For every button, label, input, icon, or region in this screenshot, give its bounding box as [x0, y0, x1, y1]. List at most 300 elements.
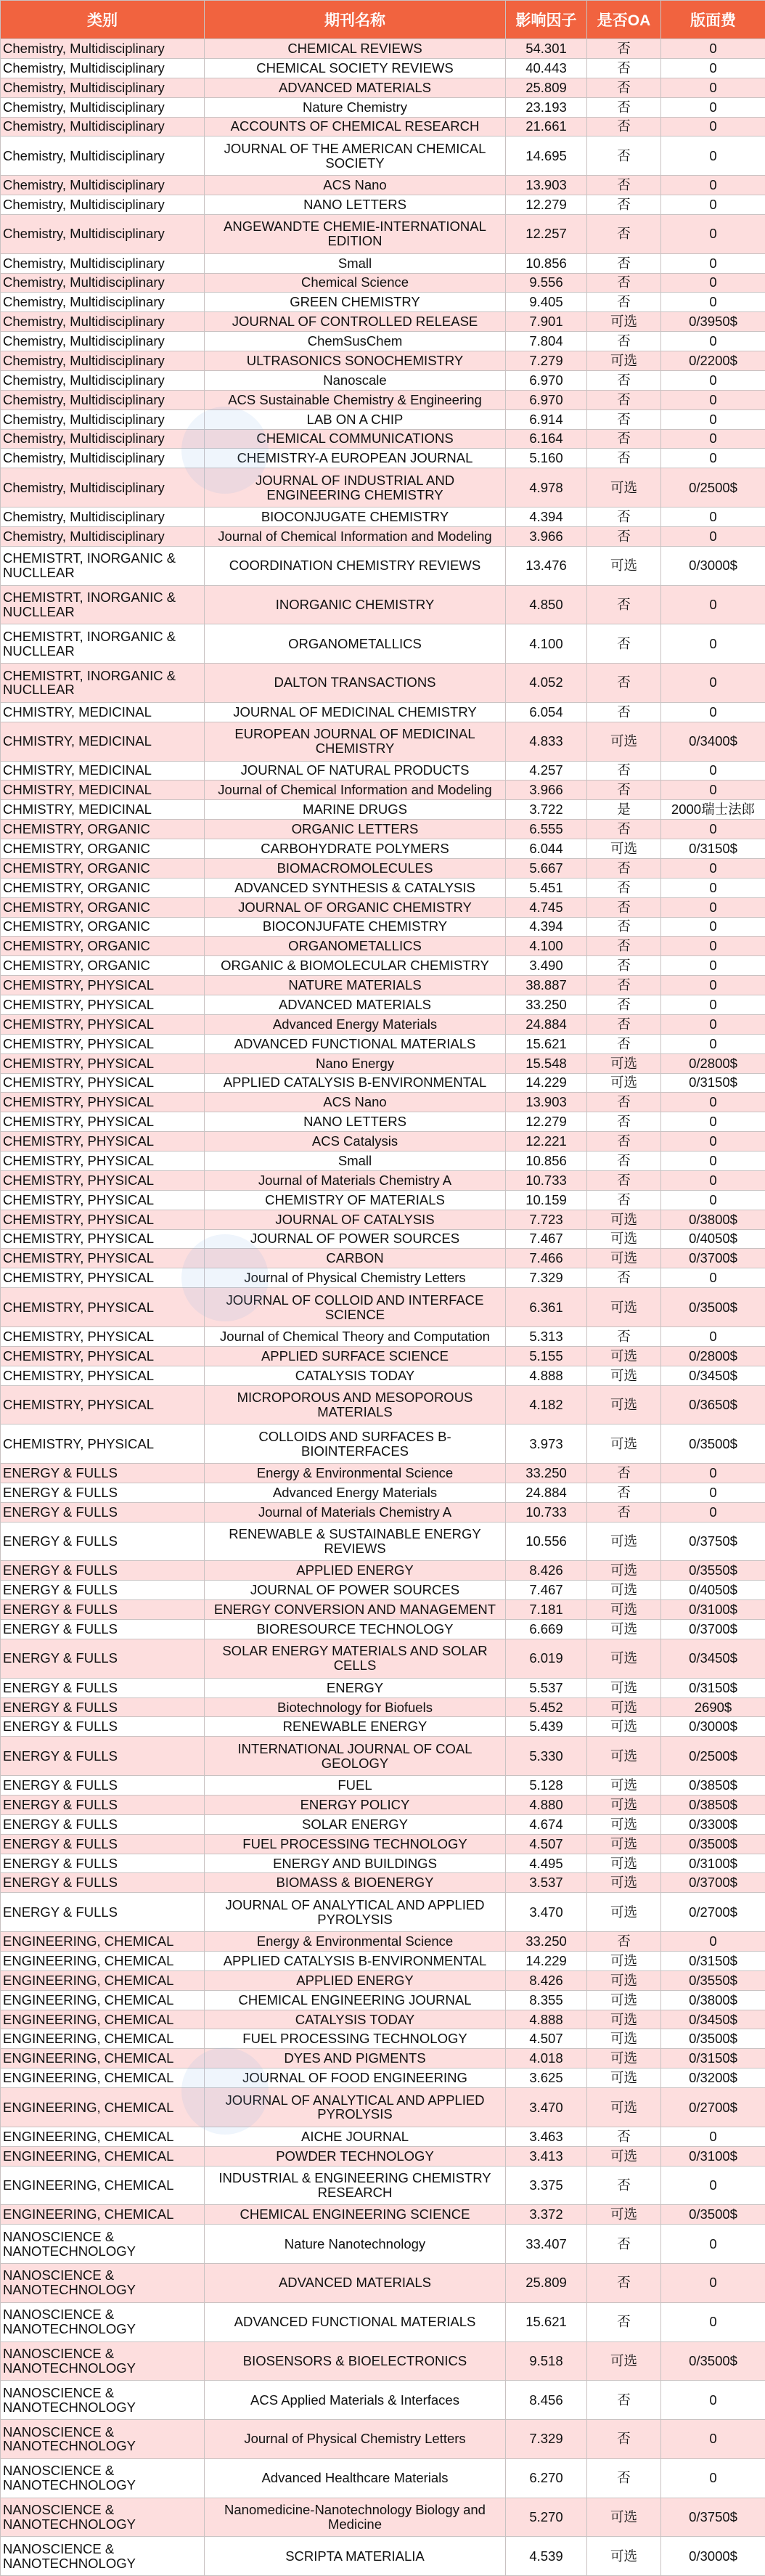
- cell-page-fee: 0/3500$: [661, 2029, 765, 2049]
- cell-page-fee: 0/2200$: [661, 351, 765, 371]
- cell-open-access: 否: [587, 370, 661, 390]
- cell-impact-factor: 12.279: [506, 1112, 587, 1132]
- cell-open-access: 否: [587, 2166, 661, 2205]
- cell-page-fee: 0/3150$: [661, 2049, 765, 2068]
- cell-journal-name: CATALYSIS TODAY: [205, 2010, 506, 2029]
- cell-open-access: 否: [587, 976, 661, 995]
- table-row: [1, 293, 765, 312]
- table-row: [1, 1034, 765, 1053]
- cell-open-access: 可选: [587, 1249, 661, 1268]
- cell-open-access: 否: [587, 2420, 661, 2459]
- cell-journal-name: Journal of Chemical Theory and Computation: [205, 1326, 506, 1346]
- cell-journal-name: CHEMISTRY-A EUROPEAN JOURNAL: [205, 449, 506, 468]
- cell-category: CHMISTRY, MEDICINAL: [1, 722, 205, 761]
- cell-page-fee: 0: [661, 2264, 765, 2303]
- cell-category: ENERGY & FULLS: [1, 1697, 205, 1717]
- cell-page-fee: 0: [661, 1034, 765, 1053]
- cell-category: CHEMISTRY, PHYSICAL: [1, 1268, 205, 1288]
- cell-category: ENERGY & FULLS: [1, 1581, 205, 1600]
- cell-impact-factor: 4.674: [506, 1814, 587, 1834]
- cell-page-fee: 0/3850$: [661, 1795, 765, 1814]
- cell-impact-factor: 3.413: [506, 2146, 587, 2166]
- cell-page-fee: 0: [661, 409, 765, 429]
- cell-category: Chemistry, Multidisciplinary: [1, 136, 205, 176]
- table-row: [1, 1970, 765, 1990]
- cell-page-fee: 0: [661, 1152, 765, 1171]
- cell-impact-factor: 10.856: [506, 253, 587, 273]
- cell-category: CHEMISTRY, PHYSICAL: [1, 1346, 205, 1366]
- cell-open-access: 否: [587, 2264, 661, 2303]
- table-row: [1, 1268, 765, 1288]
- cell-category: Chemistry, Multidisciplinary: [1, 293, 205, 312]
- cell-open-access: 否: [587, 1268, 661, 1288]
- cell-impact-factor: 4.394: [506, 917, 587, 937]
- cell-open-access: 可选: [587, 1737, 661, 1776]
- cell-impact-factor: 4.257: [506, 761, 587, 780]
- cell-impact-factor: 4.507: [506, 2029, 587, 2049]
- cell-page-fee: 0: [661, 429, 765, 449]
- cell-impact-factor: 5.330: [506, 1737, 587, 1776]
- cell-impact-factor: 3.625: [506, 2068, 587, 2088]
- cell-journal-name: Advanced Energy Materials: [205, 1014, 506, 1034]
- cell-page-fee: 0: [661, 508, 765, 527]
- cell-page-fee: 0: [661, 1014, 765, 1034]
- cell-open-access: 否: [587, 176, 661, 195]
- cell-impact-factor: 3.375: [506, 2166, 587, 2205]
- cell-journal-name: CARBON: [205, 1249, 506, 1268]
- cell-impact-factor: 5.270: [506, 2498, 587, 2537]
- cell-open-access: 可选: [587, 1873, 661, 1893]
- table-row: [1, 370, 765, 390]
- cell-category: CHEMISTRY, PHYSICAL: [1, 1366, 205, 1385]
- cell-category: NANOSCIENCE & NANOTECHNOLOGY: [1, 2225, 205, 2264]
- table-row: [1, 1132, 765, 1152]
- table-row: [1, 956, 765, 976]
- cell-page-fee: 0: [661, 332, 765, 351]
- cell-page-fee: 0: [661, 1326, 765, 1346]
- cell-page-fee: 0/3150$: [661, 1073, 765, 1093]
- table-row: [1, 1717, 765, 1737]
- cell-journal-name: MICROPOROUS AND MESOPOROUS MATERIALS: [205, 1385, 506, 1424]
- cell-journal-name: INTERNATIONAL JOURNAL OF COAL GEOLOGY: [205, 1737, 506, 1776]
- cell-category: CHEMISTRY, PHYSICAL: [1, 995, 205, 1015]
- table-row: [1, 780, 765, 800]
- cell-journal-name: ORGANOMETALLICS: [205, 624, 506, 664]
- table-row: [1, 820, 765, 839]
- table-row: [1, 839, 765, 859]
- table-row: [1, 526, 765, 546]
- cell-page-fee: 0: [661, 1268, 765, 1288]
- table-row: [1, 917, 765, 937]
- cell-open-access: 可选: [587, 2049, 661, 2068]
- cell-category: Chemistry, Multidisciplinary: [1, 176, 205, 195]
- cell-page-fee: 0/3550$: [661, 1561, 765, 1581]
- cell-journal-name: ACS Sustainable Chemistry & Engineering: [205, 390, 506, 409]
- cell-journal-name: ORGANIC & BIOMOLECULAR CHEMISTRY: [205, 956, 506, 976]
- cell-page-fee: 0/3100$: [661, 1854, 765, 1873]
- cell-journal-name: POWDER TECHNOLOGY: [205, 2146, 506, 2166]
- cell-open-access: 否: [587, 97, 661, 117]
- cell-journal-name: APPLIED SURFACE SCIENCE: [205, 1346, 506, 1366]
- cell-category: NANOSCIENCE & NANOTECHNOLOGY: [1, 2420, 205, 2459]
- cell-open-access: 否: [587, 273, 661, 293]
- cell-page-fee: 0: [661, 702, 765, 722]
- cell-category: CHEMISTRY, ORGANIC: [1, 858, 205, 878]
- cell-page-fee: 0/4050$: [661, 1229, 765, 1249]
- cell-category: Chemistry, Multidisciplinary: [1, 526, 205, 546]
- cell-page-fee: 0: [661, 1190, 765, 1210]
- cell-journal-name: Energy & Environmental Science: [205, 1464, 506, 1483]
- cell-impact-factor: 25.809: [506, 2264, 587, 2303]
- cell-open-access: 可选: [587, 2205, 661, 2225]
- cell-page-fee: 0: [661, 136, 765, 176]
- cell-journal-name: INORGANIC CHEMISTRY: [205, 585, 506, 624]
- cell-journal-name: JOURNAL OF ANALYTICAL AND APPLIED PYROLYSIS: [205, 1893, 506, 1932]
- cell-impact-factor: 6.555: [506, 820, 587, 839]
- cell-page-fee: 0/3850$: [661, 1776, 765, 1796]
- cell-category: ENERGY & FULLS: [1, 1678, 205, 1697]
- cell-page-fee: 0: [661, 526, 765, 546]
- cell-impact-factor: 6.164: [506, 429, 587, 449]
- cell-impact-factor: 4.539: [506, 2537, 587, 2576]
- cell-journal-name: Nature Chemistry: [205, 97, 506, 117]
- cell-category: CHEMISTRY, PHYSICAL: [1, 1229, 205, 1249]
- cell-page-fee: 0: [661, 39, 765, 59]
- cell-impact-factor: 33.250: [506, 1464, 587, 1483]
- table-row: [1, 1326, 765, 1346]
- cell-journal-name: SOLAR ENERGY MATERIALS AND SOLAR CELLS: [205, 1639, 506, 1678]
- table-row: [1, 1522, 765, 1561]
- cell-page-fee: 0: [661, 97, 765, 117]
- table-row: [1, 39, 765, 59]
- cell-impact-factor: 6.970: [506, 390, 587, 409]
- table-row: [1, 449, 765, 468]
- cell-page-fee: 0: [661, 2302, 765, 2341]
- cell-impact-factor: 9.405: [506, 293, 587, 312]
- cell-category: ENGINEERING, CHEMICAL: [1, 1990, 205, 2010]
- cell-journal-name: JOURNAL OF ANALYTICAL AND APPLIED PYROLYSIS: [205, 2088, 506, 2127]
- cell-page-fee: 0/3150$: [661, 1678, 765, 1697]
- cell-impact-factor: 3.470: [506, 1893, 587, 1932]
- cell-open-access: 可选: [587, 1639, 661, 1678]
- cell-journal-name: NANO LETTERS: [205, 1112, 506, 1132]
- cell-journal-name: ChemSusChem: [205, 332, 506, 351]
- cell-impact-factor: 8.456: [506, 2381, 587, 2420]
- table-row: [1, 2146, 765, 2166]
- cell-category: CHEMISTRY, PHYSICAL: [1, 1326, 205, 1346]
- cell-impact-factor: 33.250: [506, 1932, 587, 1952]
- cell-journal-name: Journal of Chemical Information and Modeling: [205, 526, 506, 546]
- cell-category: CHEMISTRY, PHYSICAL: [1, 1190, 205, 1210]
- table-row: [1, 468, 765, 508]
- table-row: [1, 214, 765, 253]
- cell-open-access: 可选: [587, 2068, 661, 2088]
- cell-journal-name: RENEWABLE & SUSTAINABLE ENERGY REVIEWS: [205, 1522, 506, 1561]
- cell-category: Chemistry, Multidisciplinary: [1, 508, 205, 527]
- cell-open-access: 可选: [587, 1854, 661, 1873]
- cell-open-access: 可选: [587, 1697, 661, 1717]
- cell-open-access: 否: [587, 409, 661, 429]
- cell-page-fee: 0: [661, 1112, 765, 1132]
- cell-impact-factor: 5.537: [506, 1678, 587, 1697]
- cell-impact-factor: 8.426: [506, 1970, 587, 1990]
- cell-category: CHEMISTRT, INORGANIC & NUCLLEAR: [1, 624, 205, 664]
- cell-open-access: 否: [587, 1483, 661, 1502]
- cell-open-access: 否: [587, 917, 661, 937]
- cell-page-fee: 0/4050$: [661, 1581, 765, 1600]
- cell-impact-factor: 7.467: [506, 1581, 587, 1600]
- cell-impact-factor: 10.733: [506, 1170, 587, 1190]
- table-row: [1, 2029, 765, 2049]
- cell-journal-name: CHEMICAL COMMUNICATIONS: [205, 429, 506, 449]
- cell-impact-factor: 4.507: [506, 1834, 587, 1854]
- cell-category: CHMISTRY, MEDICINAL: [1, 702, 205, 722]
- table-row: [1, 176, 765, 195]
- cell-category: CHMISTRY, MEDICINAL: [1, 761, 205, 780]
- cell-open-access: 否: [587, 429, 661, 449]
- cell-open-access: 可选: [587, 1210, 661, 1229]
- cell-category: NANOSCIENCE & NANOTECHNOLOGY: [1, 2537, 205, 2576]
- cell-impact-factor: 7.329: [506, 1268, 587, 1288]
- cell-impact-factor: 7.329: [506, 2420, 587, 2459]
- cell-open-access: 可选: [587, 1951, 661, 1970]
- cell-open-access: 否: [587, 78, 661, 97]
- cell-impact-factor: 13.903: [506, 176, 587, 195]
- cell-category: CHEMISTRY, PHYSICAL: [1, 1424, 205, 1464]
- cell-impact-factor: 9.518: [506, 2341, 587, 2381]
- table-row: [1, 2264, 765, 2303]
- cell-impact-factor: 9.556: [506, 273, 587, 293]
- cell-open-access: 否: [587, 995, 661, 1015]
- table-row: [1, 1152, 765, 1171]
- table-row: [1, 1249, 765, 1268]
- cell-page-fee: 0/3200$: [661, 2068, 765, 2088]
- cell-journal-name: Energy & Environmental Science: [205, 1932, 506, 1952]
- table-row: [1, 117, 765, 136]
- cell-category: CHEMISTRY, ORGANIC: [1, 839, 205, 859]
- cell-page-fee: 0/3650$: [661, 1385, 765, 1424]
- cell-journal-name: NATURE MATERIALS: [205, 976, 506, 995]
- cell-open-access: 否: [587, 1326, 661, 1346]
- cell-impact-factor: 4.018: [506, 2049, 587, 2068]
- cell-open-access: 否: [587, 1112, 661, 1132]
- cell-page-fee: 0/3000$: [661, 2537, 765, 2576]
- cell-category: CHEMISTRY, PHYSICAL: [1, 1385, 205, 1424]
- cell-impact-factor: 38.887: [506, 976, 587, 995]
- cell-open-access: 否: [587, 1152, 661, 1171]
- table-row: [1, 1873, 765, 1893]
- cell-impact-factor: 6.669: [506, 1620, 587, 1639]
- table-row: [1, 1639, 765, 1678]
- cell-journal-name: JOURNAL OF POWER SOURCES: [205, 1229, 506, 1249]
- cell-open-access: 否: [587, 390, 661, 409]
- cell-journal-name: Journal of Physical Chemistry Letters: [205, 1268, 506, 1288]
- cell-impact-factor: 4.100: [506, 624, 587, 664]
- header-page-fee: 版面费: [661, 1, 765, 39]
- cell-page-fee: 0: [661, 117, 765, 136]
- cell-journal-name: Nanomedicine-Nanotechnology Biology and Medicine: [205, 2498, 506, 2537]
- table-row: [1, 1814, 765, 1834]
- cell-journal-name: COLLOIDS AND SURFACES B-BIOINTERFACES: [205, 1424, 506, 1464]
- cell-category: CHEMISTRY, ORGANIC: [1, 820, 205, 839]
- cell-journal-name: JOURNAL OF POWER SOURCES: [205, 1581, 506, 1600]
- cell-page-fee: 0/3450$: [661, 1639, 765, 1678]
- cell-page-fee: 0/2700$: [661, 2088, 765, 2127]
- cell-category: CHEMISTRY, PHYSICAL: [1, 1288, 205, 1327]
- cell-impact-factor: 3.372: [506, 2205, 587, 2225]
- cell-category: ENERGY & FULLS: [1, 1717, 205, 1737]
- cell-journal-name: ORGANOMETALLICS: [205, 937, 506, 956]
- cell-category: Chemistry, Multidisciplinary: [1, 390, 205, 409]
- cell-impact-factor: 7.901: [506, 312, 587, 332]
- table-row: [1, 2341, 765, 2381]
- cell-page-fee: 0: [661, 2225, 765, 2264]
- table-row: [1, 1288, 765, 1327]
- cell-impact-factor: 15.548: [506, 1053, 587, 1073]
- cell-open-access: 可选: [587, 1893, 661, 1932]
- table-row: [1, 78, 765, 97]
- cell-open-access: 否: [587, 897, 661, 917]
- cell-open-access: 否: [587, 39, 661, 59]
- cell-impact-factor: 3.490: [506, 956, 587, 976]
- cell-impact-factor: 14.229: [506, 1951, 587, 1970]
- cell-category: ENGINEERING, CHEMICAL: [1, 2049, 205, 2068]
- cell-page-fee: 0/2500$: [661, 1737, 765, 1776]
- cell-journal-name: Journal of Materials Chemistry A: [205, 1502, 506, 1522]
- cell-open-access: 否: [587, 624, 661, 664]
- cell-category: CHMISTRY, MEDICINAL: [1, 800, 205, 820]
- cell-impact-factor: 6.019: [506, 1639, 587, 1678]
- cell-category: ENERGY & FULLS: [1, 1561, 205, 1581]
- table-row: [1, 761, 765, 780]
- cell-category: ENERGY & FULLS: [1, 1464, 205, 1483]
- table-row: [1, 702, 765, 722]
- cell-impact-factor: 5.451: [506, 878, 587, 897]
- cell-page-fee: 0/3550$: [661, 1970, 765, 1990]
- cell-impact-factor: 15.621: [506, 2302, 587, 2341]
- table-row: [1, 2381, 765, 2420]
- cell-category: CHEMISTRT, INORGANIC & NUCLLEAR: [1, 546, 205, 585]
- cell-impact-factor: 24.884: [506, 1483, 587, 1502]
- table-row: [1, 1854, 765, 1873]
- cell-open-access: 可选: [587, 1346, 661, 1366]
- cell-journal-name: JOURNAL OF FOOD ENGINEERING: [205, 2068, 506, 2088]
- cell-impact-factor: 33.407: [506, 2225, 587, 2264]
- table-row: [1, 2225, 765, 2264]
- table-row: [1, 2537, 765, 2576]
- cell-open-access: 否: [587, 2458, 661, 2498]
- cell-category: Chemistry, Multidisciplinary: [1, 351, 205, 371]
- cell-open-access: 可选: [587, 1561, 661, 1581]
- header-category: 类别: [1, 1, 205, 39]
- cell-category: ENGINEERING, CHEMICAL: [1, 2205, 205, 2225]
- cell-page-fee: 0/3750$: [661, 1522, 765, 1561]
- cell-journal-name: ANGEWANDTE CHEMIE-INTERNATIONAL EDITION: [205, 214, 506, 253]
- cell-impact-factor: 6.361: [506, 1288, 587, 1327]
- table-row: [1, 312, 765, 332]
- cell-category: ENGINEERING, CHEMICAL: [1, 1970, 205, 1990]
- table-row: [1, 2458, 765, 2498]
- cell-category: NANOSCIENCE & NANOTECHNOLOGY: [1, 2458, 205, 2498]
- cell-journal-name: DALTON TRANSACTIONS: [205, 664, 506, 703]
- cell-page-fee: 2000瑞士法郎: [661, 800, 765, 820]
- cell-open-access: 否: [587, 526, 661, 546]
- cell-page-fee: 0: [661, 273, 765, 293]
- table-row: [1, 2420, 765, 2459]
- cell-page-fee: 0: [661, 1932, 765, 1952]
- cell-page-fee: 0: [661, 664, 765, 703]
- cell-page-fee: 0: [661, 780, 765, 800]
- table-row: [1, 1464, 765, 1483]
- cell-page-fee: 0/3300$: [661, 1814, 765, 1834]
- cell-impact-factor: 25.809: [506, 78, 587, 97]
- table-row: [1, 937, 765, 956]
- cell-open-access: 否: [587, 820, 661, 839]
- header-impact-factor: 影响因子: [506, 1, 587, 39]
- cell-open-access: 可选: [587, 468, 661, 508]
- table-row: [1, 1210, 765, 1229]
- cell-category: Chemistry, Multidisciplinary: [1, 449, 205, 468]
- cell-open-access: 否: [587, 1464, 661, 1483]
- cell-page-fee: 0: [661, 858, 765, 878]
- cell-open-access: 可选: [587, 1834, 661, 1854]
- cell-journal-name: Nano Energy: [205, 1053, 506, 1073]
- cell-category: CHEMISTRY, PHYSICAL: [1, 1152, 205, 1171]
- cell-journal-name: ACS Nano: [205, 1093, 506, 1112]
- cell-impact-factor: 12.257: [506, 214, 587, 253]
- cell-open-access: 否: [587, 2302, 661, 2341]
- cell-open-access: 是: [587, 800, 661, 820]
- cell-open-access: 否: [587, 136, 661, 176]
- cell-journal-name: CARBOHYDRATE POLYMERS: [205, 839, 506, 859]
- cell-page-fee: 0/3800$: [661, 1210, 765, 1229]
- cell-page-fee: 0: [661, 1483, 765, 1502]
- cell-page-fee: 0: [661, 2458, 765, 2498]
- cell-category: Chemistry, Multidisciplinary: [1, 39, 205, 59]
- table-row: [1, 429, 765, 449]
- cell-page-fee: 0/3500$: [661, 1424, 765, 1464]
- cell-category: ENERGY & FULLS: [1, 1834, 205, 1854]
- table-row: [1, 1600, 765, 1620]
- cell-category: ENGINEERING, CHEMICAL: [1, 1932, 205, 1952]
- cell-category: ENGINEERING, CHEMICAL: [1, 2146, 205, 2166]
- cell-page-fee: 0: [661, 195, 765, 215]
- cell-open-access: 否: [587, 761, 661, 780]
- cell-journal-name: BIOCONJUFATE CHEMISTRY: [205, 917, 506, 937]
- cell-journal-name: APPLIED ENERGY: [205, 1561, 506, 1581]
- cell-category: ENERGY & FULLS: [1, 1776, 205, 1796]
- cell-journal-name: CHEMICAL REVIEWS: [205, 39, 506, 59]
- cell-impact-factor: 4.394: [506, 508, 587, 527]
- cell-impact-factor: 8.426: [506, 1561, 587, 1581]
- cell-category: Chemistry, Multidisciplinary: [1, 370, 205, 390]
- cell-category: ENGINEERING, CHEMICAL: [1, 2127, 205, 2146]
- cell-category: CHEMISTRY, PHYSICAL: [1, 1170, 205, 1190]
- cell-page-fee: 0: [661, 976, 765, 995]
- cell-category: NANOSCIENCE & NANOTECHNOLOGY: [1, 2264, 205, 2303]
- cell-open-access: 可选: [587, 1581, 661, 1600]
- cell-journal-name: Journal of Materials Chemistry A: [205, 1170, 506, 1190]
- cell-impact-factor: 4.495: [506, 1854, 587, 1873]
- cell-impact-factor: 12.221: [506, 1132, 587, 1152]
- cell-impact-factor: 13.476: [506, 546, 587, 585]
- cell-journal-name: FUEL PROCESSING TECHNOLOGY: [205, 2029, 506, 2049]
- cell-open-access: 可选: [587, 312, 661, 332]
- cell-category: Chemistry, Multidisciplinary: [1, 214, 205, 253]
- table-row: [1, 1581, 765, 1600]
- cell-impact-factor: 12.279: [506, 195, 587, 215]
- cell-open-access: 可选: [587, 1678, 661, 1697]
